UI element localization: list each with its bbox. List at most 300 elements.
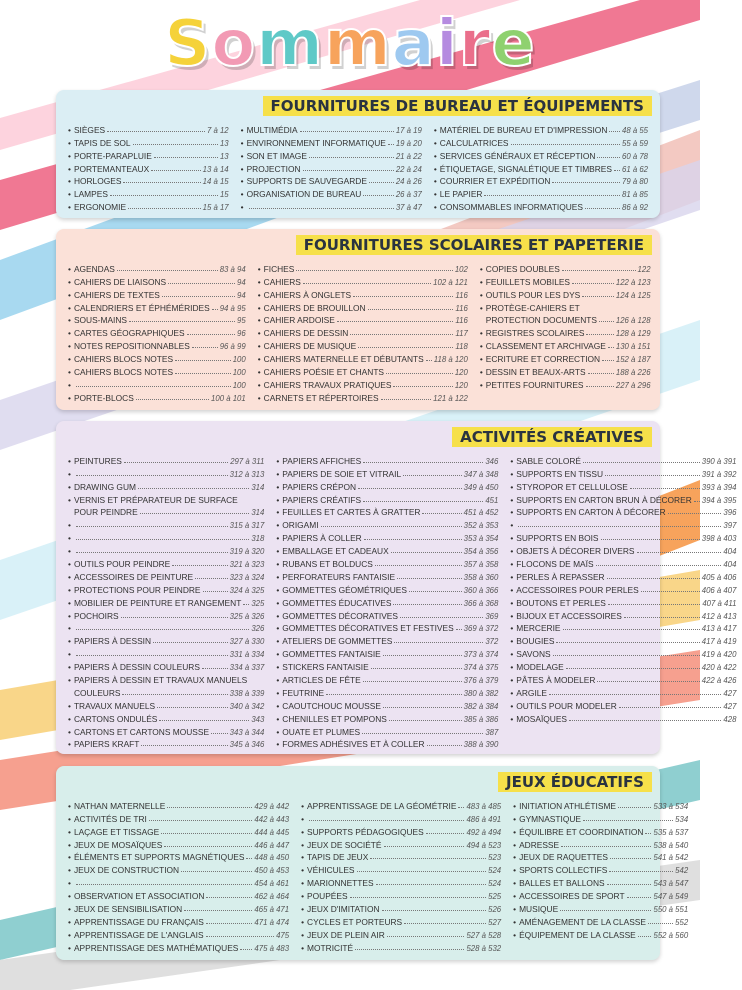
dot-leader (133, 144, 218, 145)
title-text (164, 4, 536, 84)
toc-entry[interactable] (258, 300, 468, 313)
section-columns (62, 453, 737, 750)
title-letter: i (435, 7, 459, 81)
toc-entry[interactable] (480, 300, 651, 313)
toc-entry[interactable] (241, 199, 422, 212)
entry-label: CARTONS ET CARTONS MOUSSE (73, 726, 210, 737)
toc-entry[interactable] (480, 261, 651, 274)
dot-leader (249, 208, 394, 209)
toc-entry[interactable] (510, 633, 736, 646)
toc-entry[interactable] (68, 901, 289, 914)
bullet: • (510, 597, 514, 608)
toc-entry[interactable] (276, 595, 498, 608)
dot-leader (184, 910, 252, 911)
toc-entry[interactable] (301, 862, 501, 875)
entry-label: CAHIERS DE DESSIN (263, 328, 349, 339)
entry-label: PERFORATEURS FANTAISIE (282, 571, 396, 582)
entry-label: LAMPES (73, 189, 108, 200)
dot-leader (162, 296, 235, 297)
entry-page: 525 (488, 892, 502, 902)
entry-page: 465 à 471 (254, 905, 290, 915)
toc-entry[interactable] (258, 313, 468, 326)
bullet: • (513, 904, 517, 915)
bullet: • (479, 328, 483, 339)
toc-entry[interactable] (434, 174, 648, 187)
entry-page: 126 à 128 (615, 316, 651, 326)
dot-leader (668, 513, 722, 514)
toc-entry[interactable] (68, 837, 289, 850)
bullet: • (257, 392, 261, 403)
bullet: • (276, 662, 280, 673)
toc-entry[interactable] (301, 940, 501, 953)
entry-label: ERGONOMIE (73, 202, 127, 213)
toc-entry[interactable] (68, 351, 246, 364)
toc-entry[interactable] (68, 122, 229, 135)
dot-leader (397, 578, 462, 579)
dot-leader (648, 923, 673, 924)
bullet: • (513, 891, 517, 902)
toc-entry[interactable] (68, 479, 264, 492)
toc-entry[interactable] (276, 543, 498, 556)
toc-entry[interactable] (68, 940, 289, 953)
entry-page: 118 (455, 342, 468, 352)
toc-entry[interactable] (241, 161, 422, 174)
toc-entry[interactable] (276, 582, 498, 595)
toc-entry[interactable] (68, 737, 264, 750)
toc-entry[interactable] (513, 927, 688, 940)
dot-leader (456, 629, 462, 630)
entry-label: COURRIER ET EXPÉDITION (439, 176, 551, 187)
toc-entry[interactable] (301, 850, 501, 863)
dot-leader (107, 131, 205, 132)
toc-entry[interactable] (241, 122, 422, 135)
toc-entry[interactable] (68, 300, 246, 313)
toc-entry[interactable] (258, 390, 468, 403)
toc-entry[interactable] (241, 148, 422, 161)
entry-label: CAHIERS TRAVAUX PRATIQUES (263, 379, 392, 390)
toc-entry[interactable] (68, 148, 229, 161)
section-columns (62, 261, 654, 403)
dot-leader (383, 655, 462, 656)
entry-label: CAHIERS DE MUSIQUE (263, 341, 357, 352)
toc-entry[interactable] (68, 888, 289, 901)
dot-leader (206, 923, 253, 924)
entry-page: 188 à 226 (615, 368, 651, 378)
bullet: • (276, 468, 280, 479)
toc-entry[interactable] (276, 569, 498, 582)
toc-entry[interactable] (513, 824, 688, 837)
toc-entry[interactable] (68, 505, 264, 518)
entry-label: SERVICES GÉNÉRAUX ET RÉCEPTION (439, 150, 596, 161)
toc-entry[interactable] (480, 338, 651, 351)
toc-entry[interactable] (510, 608, 736, 621)
toc-entry[interactable] (276, 479, 498, 492)
toc-entry[interactable] (68, 261, 246, 274)
toc-entry[interactable] (241, 135, 422, 148)
toc-entry[interactable] (510, 672, 736, 685)
toc-entry[interactable] (68, 199, 229, 212)
toc-entry[interactable] (68, 530, 264, 543)
entry-label: RUBANS ET BOLDUCS (282, 559, 373, 570)
toc-entry[interactable] (513, 811, 688, 824)
bullet: • (510, 468, 514, 479)
toc-entry[interactable] (276, 492, 498, 505)
entry-label: ACCESSOIRES POUR PERLES (516, 584, 639, 595)
toc-entry[interactable] (434, 135, 648, 148)
entry-label: OBJETS À DÉCORER DIVERS (516, 546, 635, 557)
dot-leader (619, 707, 722, 708)
toc-entry[interactable] (301, 837, 501, 850)
dot-leader (168, 283, 235, 284)
entry-page: 26 à 37 (395, 190, 422, 200)
entry-label: PAPIERS À COLLER (282, 533, 362, 544)
entry-page: 547 à 549 (653, 892, 689, 902)
toc-column (428, 122, 654, 212)
entry-label: SIÈGES (73, 124, 106, 135)
entry-label: PAPIERS DE SOIE ET VITRAIL (282, 468, 402, 479)
bullet: • (68, 520, 71, 531)
dot-leader (123, 182, 200, 183)
toc-entry[interactable] (276, 621, 498, 634)
toc-column (504, 453, 742, 749)
toc-entry[interactable] (276, 466, 498, 479)
toc-entry[interactable] (68, 569, 264, 582)
toc-entry[interactable] (276, 724, 498, 737)
dot-leader (121, 617, 228, 618)
toc-entry[interactable] (276, 685, 498, 698)
toc-entry[interactable] (510, 659, 736, 672)
dot-leader (518, 526, 721, 527)
entry-page: 37 à 47 (395, 203, 422, 213)
bullet: • (257, 315, 261, 326)
toc-entry[interactable] (276, 711, 498, 724)
toc-entry[interactable] (276, 659, 498, 672)
toc-entry[interactable] (510, 595, 736, 608)
toc-entry[interactable] (258, 364, 468, 377)
entry-page: 353 à 354 (463, 534, 499, 544)
toc-entry[interactable] (68, 850, 289, 863)
entry-page: 446 à 447 (254, 840, 290, 850)
entry-page: 118 à 120 (433, 355, 468, 365)
dot-leader (511, 144, 620, 145)
entry-page: 7 à 12 (206, 125, 229, 135)
toc-entry[interactable] (276, 505, 498, 518)
toc-entry[interactable] (434, 122, 648, 135)
toc-entry[interactable] (513, 888, 688, 901)
bullet: • (68, 176, 71, 187)
entry-page: 451 (485, 495, 499, 505)
toc-entry[interactable] (510, 530, 736, 543)
toc-entry[interactable] (480, 377, 651, 390)
entry-page: 325 (251, 598, 265, 608)
toc-entry[interactable] (510, 466, 736, 479)
entry-label: MERCERIE (516, 623, 561, 634)
dot-leader (588, 373, 614, 374)
toc-entry[interactable] (68, 377, 246, 390)
toc-entry[interactable] (68, 453, 264, 466)
entry-page: 152 à 187 (615, 355, 651, 365)
bullet: • (276, 636, 280, 647)
toc-entry[interactable] (68, 711, 264, 724)
toc-entry[interactable] (68, 274, 246, 287)
toc-entry[interactable] (258, 377, 468, 390)
entry-label: CONSOMMABLES INFORMATIQUES (439, 202, 583, 213)
toc-entry[interactable] (68, 646, 264, 659)
entry-label: CAHIERS POÉSIE ET CHANTS (263, 367, 385, 378)
bullet: • (276, 687, 280, 698)
bullet: • (68, 202, 71, 213)
toc-entry[interactable] (68, 325, 246, 338)
toc-entry[interactable] (276, 608, 498, 621)
toc-entry[interactable] (276, 453, 498, 466)
toc-entry[interactable] (68, 364, 246, 377)
toc-entry[interactable] (258, 287, 468, 300)
toc-entry[interactable] (510, 646, 736, 659)
dot-leader (376, 884, 487, 885)
toc-entry[interactable] (68, 161, 229, 174)
toc-entry[interactable] (276, 556, 498, 569)
bullet: • (68, 610, 71, 621)
toc-entry[interactable] (68, 798, 289, 811)
toc-entry[interactable] (480, 325, 651, 338)
entry-label: STYROPOR ET CELLULOSE (516, 481, 628, 492)
bullet: • (68, 571, 71, 582)
bullet: • (510, 649, 514, 660)
entry-label: FICHES (263, 263, 295, 274)
bullet: • (276, 584, 280, 595)
toc-entry[interactable] (258, 351, 468, 364)
entry-label: SUPPORTS PÉDAGOGIQUES (307, 826, 424, 837)
entry-label: ARTICLES DE FÊTE (282, 675, 361, 686)
toc-entry[interactable] (301, 824, 501, 837)
toc-entry[interactable] (241, 186, 422, 199)
entry-label: JEUX DE CONSTRUCTION (73, 865, 180, 876)
dot-leader (583, 462, 700, 463)
toc-entry[interactable] (510, 685, 736, 698)
toc-entry[interactable] (301, 811, 501, 824)
toc-entry[interactable] (68, 338, 246, 351)
toc-entry[interactable] (68, 543, 264, 556)
toc-entry[interactable] (258, 325, 468, 338)
toc-entry[interactable] (510, 505, 736, 518)
toc-entry[interactable] (68, 608, 264, 621)
dot-leader (175, 360, 231, 361)
toc-entry[interactable] (513, 798, 688, 811)
toc-entry[interactable] (510, 543, 736, 556)
entry-page: 13 (219, 151, 229, 161)
toc-entry[interactable] (480, 351, 651, 364)
entry-label: CALCULATRICES (439, 137, 509, 148)
toc-entry[interactable] (276, 698, 498, 711)
toc-entry[interactable] (68, 582, 264, 595)
toc-entry[interactable] (510, 711, 736, 724)
dot-leader (164, 846, 252, 847)
toc-entry[interactable] (513, 862, 688, 875)
entry-page: 315 à 317 (229, 521, 265, 531)
entry-label: TAPIS DE SOL (73, 137, 131, 148)
toc-entry[interactable] (68, 621, 264, 634)
dot-leader (300, 131, 394, 132)
entry-page: 475 (276, 930, 290, 940)
bullet: • (276, 507, 280, 518)
toc-entry[interactable] (513, 875, 688, 888)
toc-entry[interactable] (480, 274, 651, 287)
toc-entry[interactable] (68, 724, 264, 737)
dot-leader (630, 488, 700, 489)
toc-entry[interactable] (434, 186, 648, 199)
entry-label: APPRENTISSAGE DU FRANÇAIS (73, 916, 204, 927)
entry-page: 398 à 403 (701, 534, 737, 544)
toc-entry[interactable] (301, 875, 501, 888)
toc-entry[interactable] (510, 582, 736, 595)
dot-leader (572, 283, 614, 284)
entry-label: TRAVAUX MANUELS (73, 700, 156, 711)
dot-leader (76, 475, 228, 476)
entry-page: 331 à 334 (229, 650, 265, 660)
toc-entry[interactable] (276, 672, 498, 685)
bullet: • (301, 904, 305, 915)
toc-entry[interactable] (434, 199, 648, 212)
entry-label: PERLES À REPASSER (516, 571, 605, 582)
entry-label: ORGANISATION DE BUREAU (246, 189, 362, 200)
entry-page: 417 à 419 (701, 637, 737, 647)
toc-entry[interactable] (301, 798, 501, 811)
toc-entry[interactable] (480, 364, 651, 377)
bullet: • (510, 687, 514, 698)
toc-entry[interactable] (301, 888, 501, 901)
entry-label: ÉLÉMENTS ET SUPPORTS MAGNÉTIQUES (73, 852, 245, 863)
entry-label: PORTEMANTEAUX (73, 163, 150, 174)
section-title: JEUX ÉDUCATIFS (498, 772, 652, 792)
toc-entry[interactable] (68, 914, 289, 927)
bullet: • (68, 163, 71, 174)
dot-leader (326, 694, 462, 695)
bullet: • (301, 942, 305, 953)
entry-label: CAHIERS À ONGLETS (263, 289, 352, 300)
toc-entry[interactable] (68, 492, 264, 505)
toc-entry[interactable] (276, 517, 498, 530)
toc-entry[interactable] (510, 698, 736, 711)
bullet: • (301, 839, 305, 850)
toc-entry[interactable] (68, 672, 264, 685)
toc-entry[interactable] (258, 274, 468, 287)
section-creatives (56, 421, 737, 754)
toc-entry[interactable] (68, 824, 289, 837)
bullet: • (68, 649, 71, 660)
entry-label: JEUX DE PLEIN AIR (307, 929, 385, 940)
section-educatifs (56, 766, 689, 960)
toc-entry[interactable] (258, 261, 468, 274)
toc-entry[interactable] (510, 479, 736, 492)
bullet: • (276, 610, 280, 621)
entry-page: 396 (723, 508, 737, 518)
toc-entry[interactable] (68, 811, 289, 824)
entry-label: APPRENTISSAGE DES MATHÉMATIQUES (73, 942, 239, 953)
toc-entry[interactable] (276, 633, 498, 646)
toc-entry[interactable] (68, 698, 264, 711)
dot-leader (76, 884, 252, 885)
toc-entry[interactable] (301, 901, 501, 914)
bullet: • (68, 916, 71, 927)
toc-entry[interactable] (68, 685, 264, 698)
toc-entry[interactable] (68, 862, 289, 875)
entry-page: 454 à 461 (254, 879, 290, 889)
bullet: • (240, 124, 244, 135)
toc-entry[interactable] (480, 287, 651, 300)
toc-entry[interactable] (510, 621, 736, 634)
entry-page: 324 à 325 (229, 585, 265, 595)
toc-entry[interactable] (301, 914, 501, 927)
toc-entry[interactable] (68, 633, 264, 646)
entry-label: JEUX DE MOSAÏQUES (73, 839, 163, 850)
toc-entry[interactable] (513, 850, 688, 863)
toc-entry[interactable] (68, 927, 289, 940)
dot-leader (602, 360, 614, 361)
toc-entry[interactable] (513, 901, 688, 914)
toc-entry[interactable] (480, 313, 651, 326)
toc-entry[interactable] (68, 186, 229, 199)
dot-leader (321, 526, 462, 527)
entry-label: GOMMETTES ÉDUCATIVES (282, 597, 392, 608)
entry-label: CHENILLES ET POMPONS (282, 713, 387, 724)
bullet: • (433, 202, 437, 213)
toc-entry[interactable] (510, 517, 736, 530)
entry-page: 96 (237, 329, 246, 339)
dot-leader (149, 820, 253, 821)
toc-entry[interactable] (510, 492, 736, 505)
toc-entry[interactable] (68, 875, 289, 888)
toc-entry[interactable] (434, 161, 648, 174)
toc-entry[interactable] (434, 148, 648, 161)
toc-entry[interactable] (510, 453, 736, 466)
entry-page: 451 à 452 (463, 508, 499, 518)
toc-entry[interactable] (68, 287, 246, 300)
toc-entry[interactable] (241, 174, 422, 187)
dot-leader (426, 833, 465, 834)
dot-leader (583, 820, 673, 821)
entry-label: JEUX D'IMITATION (307, 904, 380, 915)
toc-entry[interactable] (276, 530, 498, 543)
entry-label: MUSIQUE (519, 904, 559, 915)
toc-entry[interactable] (68, 313, 246, 326)
toc-entry[interactable] (510, 556, 736, 569)
toc-entry[interactable] (513, 837, 688, 850)
dot-leader (212, 309, 218, 310)
bullet: • (301, 929, 305, 940)
bullet: • (301, 891, 305, 902)
toc-entry[interactable] (68, 556, 264, 569)
toc-entry[interactable] (68, 135, 229, 148)
toc-entry[interactable] (276, 737, 498, 750)
entry-page: 94 (237, 290, 246, 300)
toc-entry[interactable] (68, 517, 264, 530)
toc-entry[interactable] (276, 646, 498, 659)
toc-entry[interactable] (68, 174, 229, 187)
toc-entry[interactable] (68, 595, 264, 608)
toc-entry[interactable] (513, 914, 688, 927)
bullet: • (68, 328, 71, 339)
dot-leader (627, 897, 652, 898)
toc-entry[interactable] (258, 338, 468, 351)
toc-entry[interactable] (510, 569, 736, 582)
entry-page: 358 à 360 (463, 572, 499, 582)
entry-page: 427 (723, 688, 737, 698)
bullet: • (510, 507, 514, 518)
toc-entry[interactable] (68, 659, 264, 672)
toc-entry[interactable] (301, 927, 501, 940)
toc-entry[interactable] (68, 466, 264, 479)
toc-entry[interactable] (68, 390, 246, 403)
